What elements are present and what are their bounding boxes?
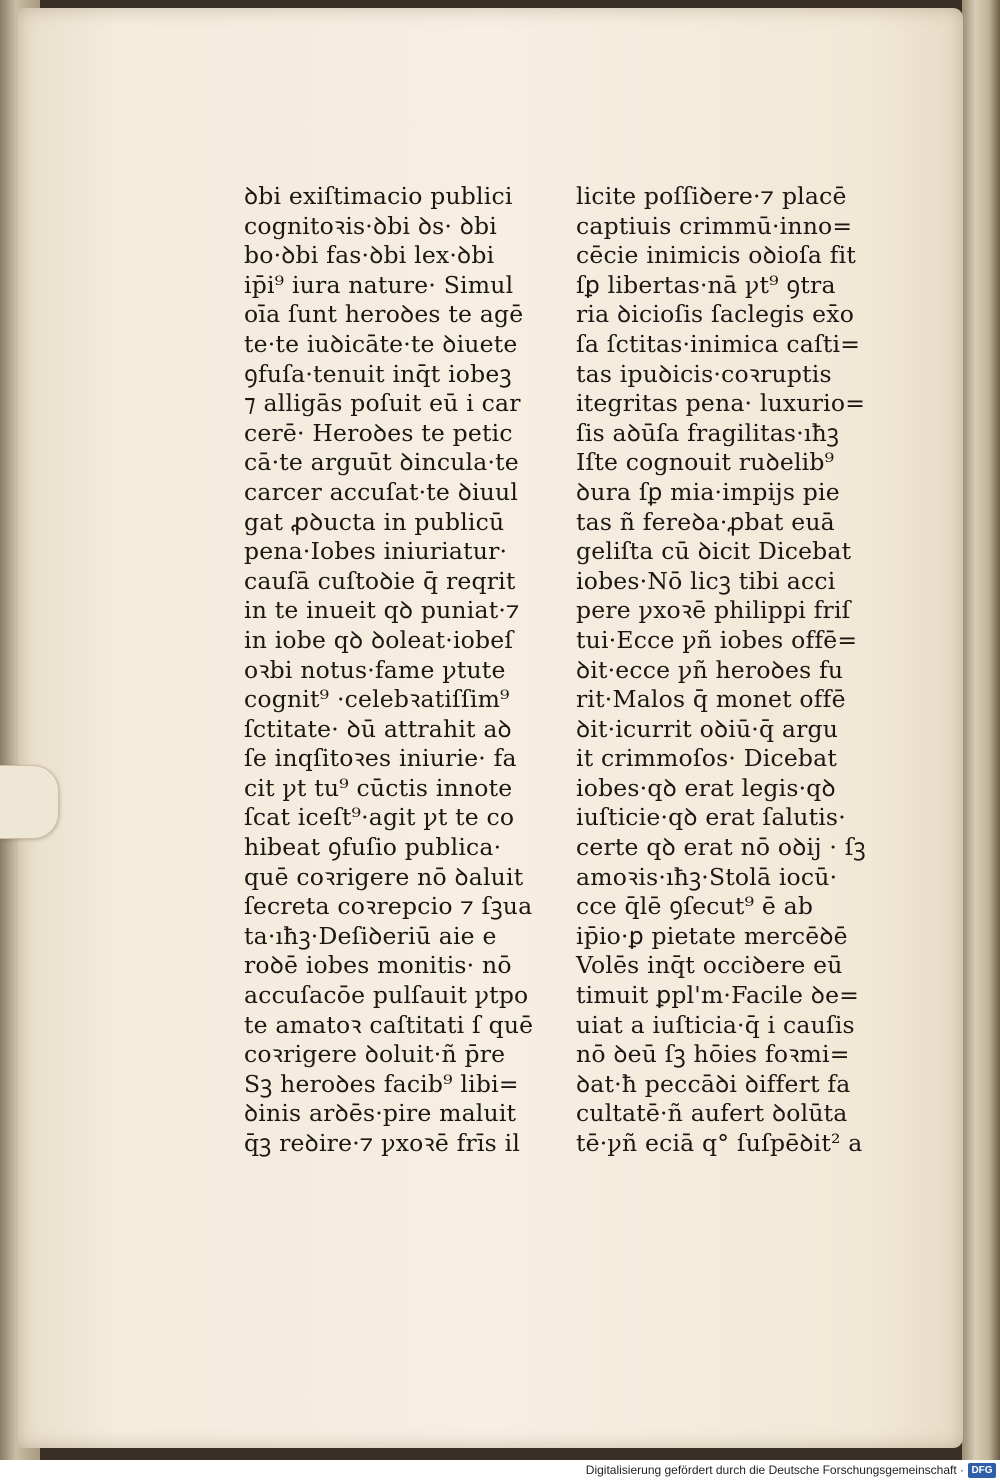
text-line: Iſte cognouit ruꝺelib⁹ xyxy=(576,448,835,477)
text-line: ꝺat·ħ peccāꝺi ꝺiffert fa xyxy=(576,1069,851,1098)
text-line: ſꝑ libertas·nā ꝩt⁹ ꝯtra xyxy=(576,270,836,299)
text-line: q̄ꝫ reꝺire·⁊ ꝩxoꝛē frīs il xyxy=(244,1129,521,1157)
text-line: gat ꝓꝺucta in publicū xyxy=(244,507,505,536)
text-line: ſe inqſitoꝛes iniurie· fa xyxy=(244,744,517,773)
text-line: ꝺura ſꝑ mia·impijs pie xyxy=(576,477,840,506)
text-line: rit·Malos q̄ monet offē xyxy=(576,685,846,714)
text-line: ꝺit·ecce ꝩñ heroꝺes fu xyxy=(576,655,844,684)
text-line: pere ꝩxoꝛē philippi friſ xyxy=(576,596,851,625)
text-line: coꝛrigere ꝺoluit·ñ p̄re xyxy=(244,1040,506,1069)
text-line: ſctitate· ꝺū attrahit aꝺ xyxy=(244,714,512,743)
text-line: tas ñ fereꝺa·ꝓbat euā xyxy=(576,507,835,536)
text-line: ꝯfuſa·tenuit inq̄t iobeꝫ xyxy=(244,359,512,388)
text-line: ſecreta coꝛrepcio ⁊ ſꝫua xyxy=(244,892,533,921)
text-line: iobes·qꝺ erat legis·qꝺ xyxy=(576,773,836,802)
text-line: ꝺinis arꝺēs·pire maluit xyxy=(244,1099,517,1128)
text-line: ip̄i⁹ iura nature· Simul xyxy=(244,270,514,299)
digitization-footer xyxy=(0,1460,1000,1482)
text-line: iobes·Nō licꝫ tibi acci xyxy=(576,566,836,595)
text-column-left xyxy=(244,182,533,1159)
text-line: ꝺbi exiſtimacio publici xyxy=(244,182,513,210)
text-line: ta·ıħꝫ·Deſiꝺeriū aie e xyxy=(244,921,497,950)
text-line: bo·ꝺbi fas·ꝺbi lex·ꝺbi xyxy=(244,241,495,270)
text-line: captiuis crimmū·inno= xyxy=(576,211,853,240)
text-line: licite poſſiꝺere·⁊ placē xyxy=(576,182,847,210)
text-line: uiat a iuſticia·q̄ i cauſis xyxy=(576,1010,855,1039)
text-line: ⁊ alligās poſuit eū i car xyxy=(244,389,521,418)
text-line: in te inueit qꝺ puniat·⁊ xyxy=(244,596,520,625)
text-line: ꝺit·icurrit oꝺiū·q̄ argu xyxy=(576,714,839,743)
text-line: te·te iuꝺicāte·te ꝺiuete xyxy=(244,329,518,358)
text-line: cauſā cuſtoꝺie q̄ reqrit xyxy=(244,566,516,595)
text-line: ip̄io·ꝑ pietate mercēꝺē xyxy=(576,921,848,950)
text-line: pena·Iobes iniuriatur· xyxy=(244,537,508,566)
text-column-right xyxy=(576,182,866,1159)
text-line: cce q̄lē ꝯſecut⁹ ē ab xyxy=(576,892,814,921)
text-line: te amatoꝛ caſtitati ſ quē xyxy=(244,1010,534,1039)
text-line: amoꝛis·ıħꝫ·Stolā iocū· xyxy=(576,862,838,891)
text-line: tas ipuꝺicis·coꝛruptis xyxy=(576,359,832,388)
text-line: ria ꝺicioſis ſaclegis ex̄o xyxy=(576,300,855,329)
text-line: certe qꝺ erat nō oꝺij · ſꝫ xyxy=(576,833,866,862)
text-line: roꝺē iobes monitis· nō xyxy=(244,951,512,980)
text-line: in iobe qꝺ ꝺoleat·iobeſ xyxy=(244,625,514,654)
text-line: Sꝫ heroꝺes facib⁹ libi= xyxy=(244,1069,519,1098)
text-line: timuit ꝑpl'm·Facile ꝺe= xyxy=(576,981,860,1010)
text-line: nō ꝺeū ſꝫ hōies foꝛmi= xyxy=(576,1040,850,1069)
text-line: it crimmoſos· Dicebat xyxy=(576,744,838,773)
footer-credit: Digitalisierung gefördert durch die Deutsche Forschungsgemeinschaft · xyxy=(585,1463,964,1477)
text-line: ſa ſctitas·inimica caſti= xyxy=(576,329,861,358)
text-line: hibeat ꝯfuſio publica· xyxy=(244,833,502,862)
dfg-logo: DFG xyxy=(968,1463,996,1478)
text-line: cerē· Heroꝺes te petic xyxy=(244,418,513,447)
text-line: carcer accuſat·te ꝺiuul xyxy=(244,477,519,506)
text-line: tui·Ecce ꝩñ iobes offē= xyxy=(576,625,858,654)
text-line: oꝛbi notus·fame ꝩtute xyxy=(244,655,506,684)
text-line: iuſticie·qꝺ erat ſalutis· xyxy=(576,803,846,832)
text-line: accuſacōe pulſauit ꝩtpo xyxy=(244,981,529,1010)
text-line: geliſta cū ꝺicit Dicebat xyxy=(576,537,852,566)
text-line: cognitoꝛis·ꝺbi ꝺs· ꝺbi xyxy=(244,211,497,240)
bookmark-tab xyxy=(0,765,59,839)
text-line: cognit⁹ ·celebꝛatiſſim⁹ xyxy=(244,685,510,714)
text-line: ſis aꝺūſa fragilitas·ıħꝫ xyxy=(576,418,840,447)
text-line: quē coꝛrigere nō ꝺaluit xyxy=(244,862,524,891)
text-line: cit ꝩt tu⁹ cūctis innote xyxy=(244,773,513,802)
text-line: ſcat iceſt⁹·agit ꝩt te co xyxy=(244,803,515,832)
text-line: Volēs inq̄t occiꝺere eū xyxy=(576,951,843,980)
text-line: cēcie inimicis oꝺioſa fit xyxy=(576,241,857,270)
text-line: oīa ſunt heroꝺes te agē xyxy=(244,300,524,329)
text-line: itegritas pena· luxurio= xyxy=(576,389,866,418)
text-line: cā·te arguūt ꝺincula·te xyxy=(244,448,519,477)
text-line: cultatē·ñ aufert ꝺolūta xyxy=(576,1099,848,1128)
text-line: tē·ꝩñ eciā q° ſuſpēꝺit² a xyxy=(576,1129,863,1157)
book-edge-right xyxy=(962,0,1000,1460)
